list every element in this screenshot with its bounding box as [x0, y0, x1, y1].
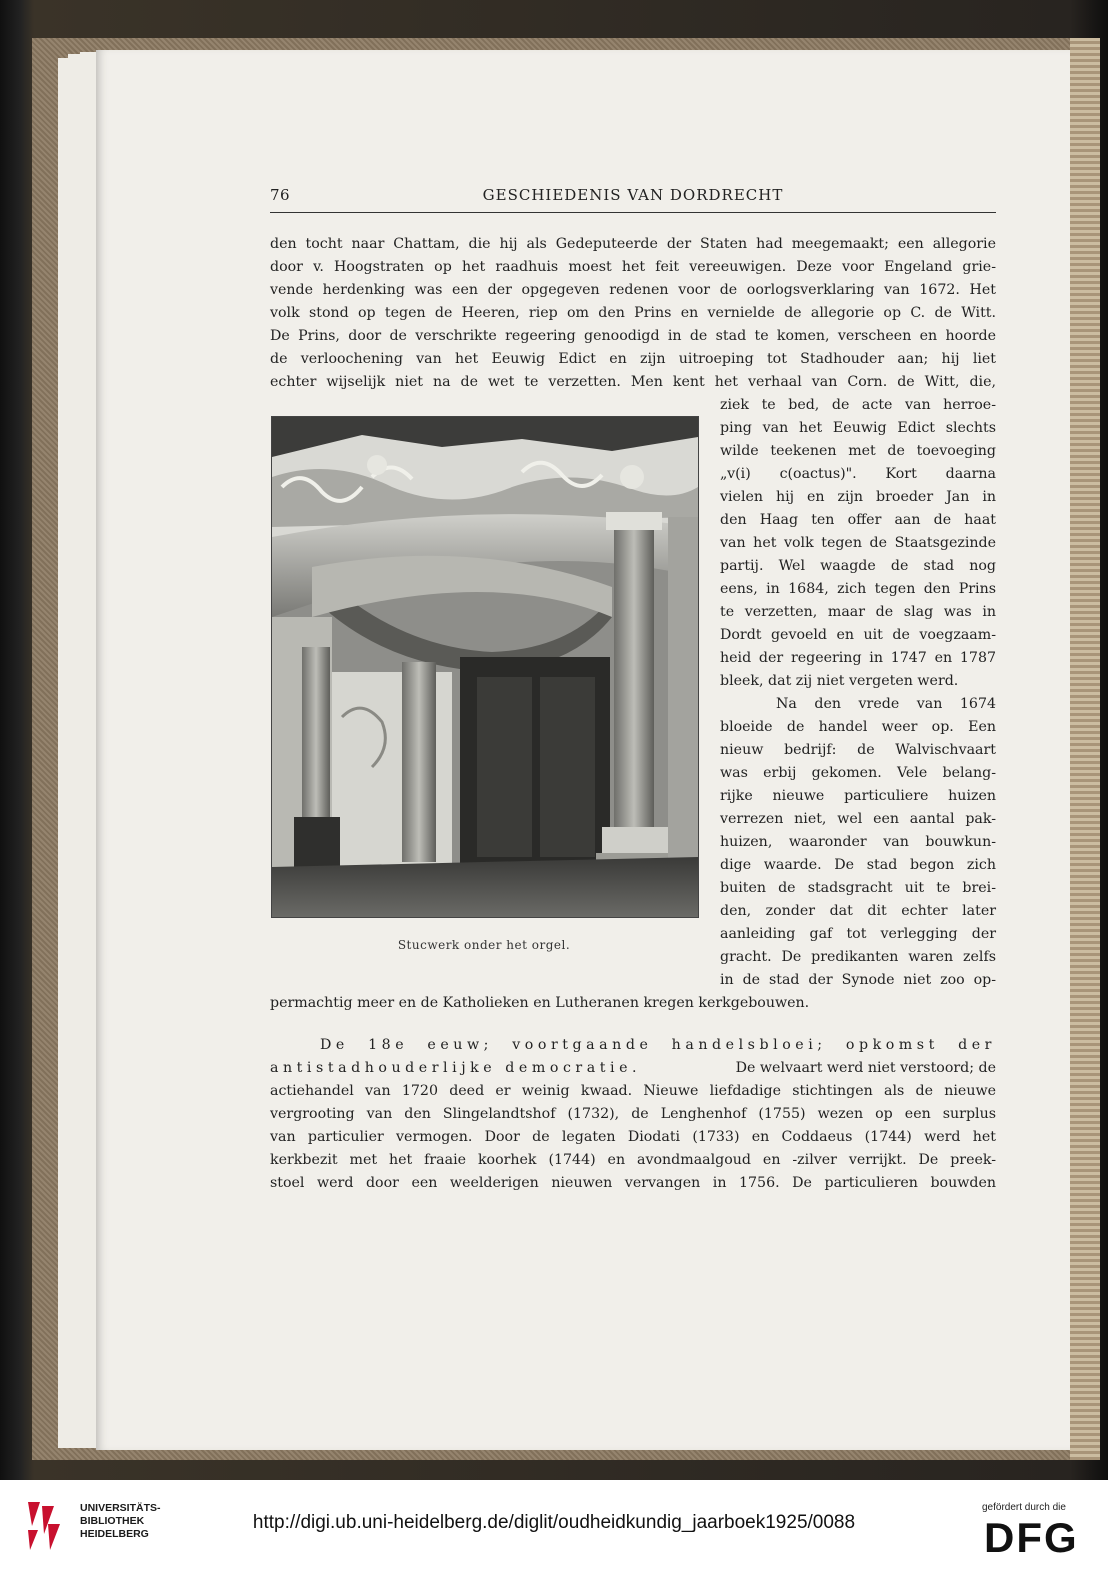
side-text-line: in de stad der Synode niet zoo op-	[720, 972, 996, 988]
side-text-line: bloeide de handel weer op. Een	[720, 719, 996, 735]
side-text-line: huizen, waaronder van bouwkun-	[720, 834, 996, 850]
side-text-line: partij. Wel waagde de stad nog	[720, 558, 996, 574]
text-line: permachtig meer en de Katholieken en Lutheranen kregen kerkgebouwen.	[270, 995, 810, 1011]
text-line: vende herdenking was een der opgegeven redenen voor de oorlogsverklaring van 1672. Het	[270, 282, 996, 298]
side-text-line: „v(i) c(oactus)". Kort daarna	[720, 466, 996, 482]
side-text-line: aanleiding gaf tot verlegging der	[720, 926, 996, 942]
side-text-line: eens, in 1684, zich tegen den Prins	[720, 581, 996, 597]
side-text-line: Na den vrede van 1674	[776, 696, 996, 712]
side-text-line: Dordt gevoeld en uit de voegzaam-	[720, 627, 996, 643]
library-name-line: HEIDELBERG	[80, 1528, 149, 1540]
side-text-line: verrezen niet, wel een aantal pak-	[720, 811, 996, 827]
funded-by-label: gefördert durch die	[982, 1502, 1066, 1513]
text-line: den tocht naar Chattam, die hij als Gedeputeerde der Staten had meegemaakt; een allegorie	[270, 236, 996, 252]
library-name-line: BIBLIOTHEK	[80, 1515, 145, 1527]
text-line: volk stond op tegen de Heeren, riep om den Prins en vernielde de allegorie op C. de Witt.	[270, 305, 996, 321]
side-text-line: ping van het Eeuwig Edict slechts	[720, 420, 996, 436]
digitization-footer	[0, 1480, 1108, 1578]
figure-caption: Stucwerk onder het orgel.	[397, 938, 571, 952]
section-heading: De 18e eeuw; voortgaande handelsbloei; opkomst der	[320, 1037, 996, 1053]
running-header	[270, 186, 996, 213]
section-heading-line	[270, 1057, 996, 1080]
side-text-line: vielen hij en zijn broeder Jan in	[720, 489, 996, 505]
text-line-rest: De welvaart werd niet verstoord; de	[735, 1060, 996, 1076]
side-text-line: buiten de stadsgracht uit te brei-	[720, 880, 996, 896]
side-text-line: van het volk tegen de Staatsgezinde	[720, 535, 996, 551]
side-text-line: te verzetten, maar de slag was in	[720, 604, 996, 620]
side-text-line: den, zonder dat dit echter later	[720, 903, 996, 919]
text-line: door v. Hoogstraten op het raadhuis moest het feit vereeuwigen. Deze voor Engeland grie-	[270, 259, 996, 275]
text-line: De Prins, door de verschrikte regeering genoodigd in de stad te komen, verscheen en hoorde	[270, 328, 996, 344]
side-text-line: nieuw bedrijf: de Walvischvaart	[720, 742, 996, 758]
stucco-interior-illustration	[272, 417, 698, 917]
side-text-line: ziek te bed, de acte van herroe-	[720, 397, 996, 413]
side-text-line: wilde teekenen met de toevoeging	[720, 443, 996, 459]
figure-photograph	[271, 416, 699, 918]
side-text-line: den Haag ten offer aan de haat	[720, 512, 996, 528]
text-line: actiehandel van 1720 deed er weinig kwaad. Nieuwe liefdadige stichtingen als de nieuwe	[270, 1083, 996, 1099]
side-text-line: was erbij gekomen. Vele belang-	[720, 765, 996, 781]
side-text-line: bleek, dat zij niet vergeten werd.	[720, 673, 959, 689]
book-cover-edge	[1070, 38, 1100, 1460]
text-line: echter wijselijk niet na de wet te verzetten. Men kent het verhaal van Corn. de Witt, die,	[270, 374, 996, 390]
side-text-line: rijke nieuwe particuliere huizen	[720, 788, 996, 804]
text-line: vergrooting van den Slingelandtshof (1732), de Lenghenhof (1755) wezen op een surplus	[270, 1106, 996, 1122]
text-line: van particulier vermogen. Door de legaten Diodati (1733) en Coddaeus (1744) werd het	[270, 1129, 996, 1145]
side-text-line: gracht. De predikanten waren zelfs	[720, 949, 996, 965]
page-number: 76	[270, 186, 291, 204]
side-text-line: dige waarde. De stad begon zich	[720, 857, 996, 873]
text-line: kerkbezit met het fraaie koorhek (1744) en avondmaalgoud en -zilver verrijkt. De preek-	[270, 1152, 996, 1168]
side-text-line: heid der regeering in 1747 en 1787	[720, 650, 996, 666]
text-line: de verloochening van het Eeuwig Edict en zijn uitroeping tot Stadhouder aan; hij liet	[270, 351, 996, 367]
text-line: stoel werd door een weelderigen nieuwen vervangen in 1756. De particulieren bouwden	[270, 1175, 996, 1191]
dfg-logo: DFG	[984, 1514, 1079, 1561]
library-name-line: UNIVERSITÄTS-	[80, 1502, 161, 1514]
running-title: GESCHIEDENIS VAN DORDRECHT	[482, 186, 784, 204]
section-heading-spaced: antistadhouderlijke democratie.	[270, 1060, 642, 1076]
source-url-link[interactable]: http://digi.ub.uni-heidelberg.de/diglit/oudheidkundig_jaarboek1925/0088	[252, 1512, 856, 1533]
